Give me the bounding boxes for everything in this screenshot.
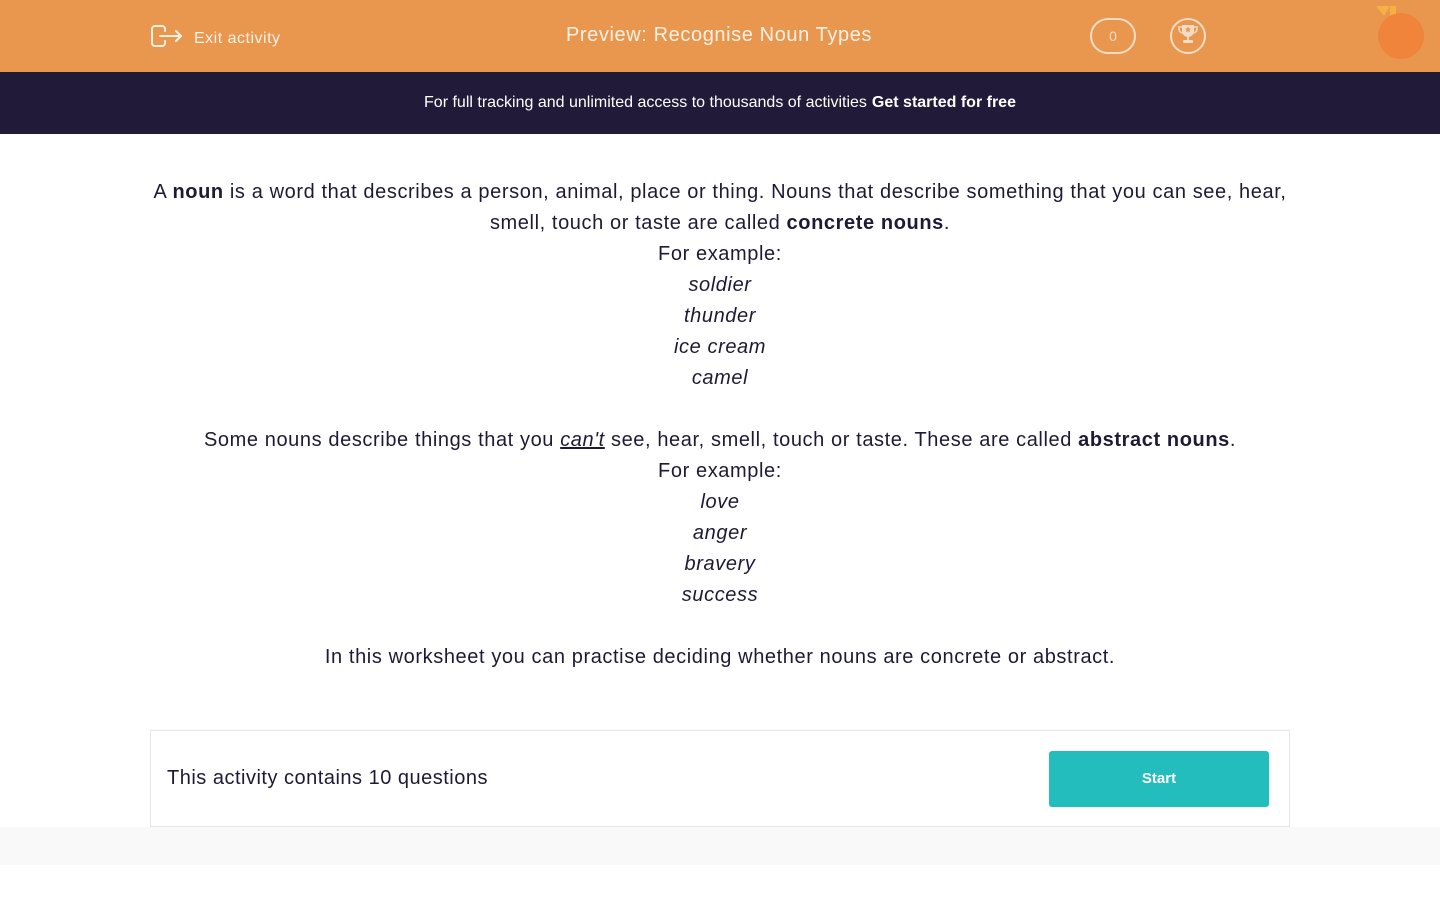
get-started-link[interactable]: Get started for free (871, 94, 1016, 111)
for-example-label: For example: (658, 243, 782, 265)
abstract-definition (150, 425, 1290, 456)
concrete-definition (150, 177, 1290, 239)
page-title: Preview: Recognise Noun Types (565, 24, 873, 46)
emphasis-cant: can't (560, 429, 605, 451)
exit-activity-label: Exit activity (194, 29, 281, 47)
example-word (150, 270, 1290, 301)
text: Some nouns describe things that you (203, 429, 561, 451)
text: . (943, 212, 951, 234)
worksheet-summary: In this worksheet you can practise deciding whether nouns are concrete or abstract. (324, 646, 1116, 668)
example-word: anger (692, 522, 748, 544)
example-word: success (681, 584, 759, 606)
banner-text: For full tracking and unlimited access to thousands of activities (424, 94, 867, 111)
example-word: bravery (684, 553, 756, 575)
example-word: camel (691, 367, 749, 389)
example-word: thunder (683, 305, 757, 327)
text: . (1229, 429, 1237, 451)
footer-strip (0, 827, 1440, 865)
start-button[interactable]: Start (1049, 751, 1269, 807)
term-concrete-nouns: concrete nouns (786, 212, 944, 234)
question-count: This activity contains 10 questions (167, 767, 488, 789)
term-noun: noun (172, 181, 224, 203)
text: A (153, 181, 173, 203)
example-word: soldier (688, 274, 752, 296)
example-word: ice cream (673, 336, 767, 358)
activity-card (150, 730, 1290, 827)
for-example-label: For example: (658, 460, 782, 482)
score-badge: 0 (1090, 18, 1136, 54)
text: is a word that describes a person, animal, place or thing. Nouns that describe something that you can see, hear, smell, touch or taste are called (223, 181, 1287, 234)
example-word: love (700, 491, 740, 513)
term-abstract-nouns: abstract nouns (1078, 429, 1230, 451)
text: see, hear, smell, touch or taste. These are called (604, 429, 1079, 451)
